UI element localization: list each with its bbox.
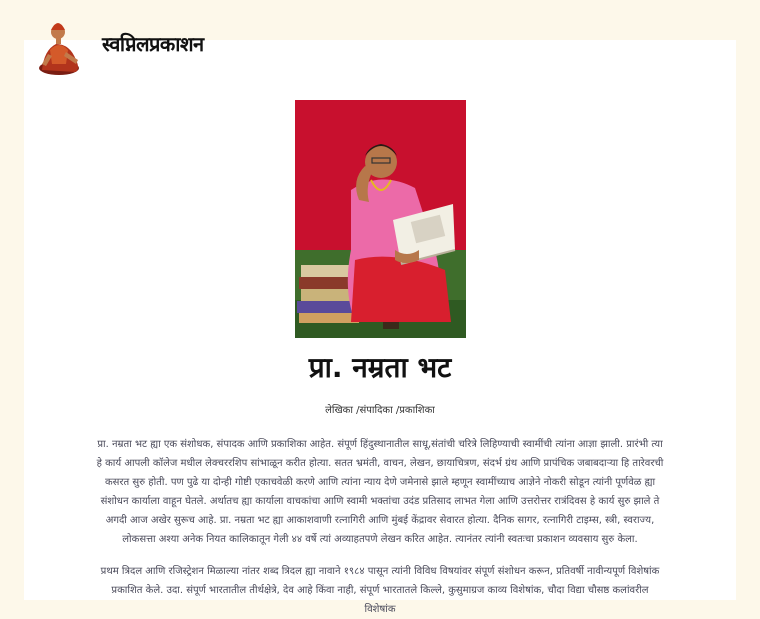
site-header <box>0 0 760 80</box>
author-roles: लेखिका /संपादिका /प्रकाशिका <box>325 405 435 416</box>
author-photo <box>295 100 466 338</box>
site-title[interactable]: स्वप्निलप्रकाशन <box>102 32 204 56</box>
saint-logo-icon[interactable] <box>36 10 82 76</box>
author-name: प्रा. नम्रता भट <box>308 351 452 384</box>
bio-paragraph-2: प्रथम त्रिदल आणि रजिस्ट्रेशन मिळाल्या नांतर शब्द त्रिदल ह्या नावाने १९८४ पासून त्यांनी विविध विषयांवर संपूर्ण संशोधन करून, प्रतिवर्षी नावीन्यपूर्ण विशेषांक प्रकाशित केले. उदा. संपूर्ण भारतातील तीर्थक्षेत्रे, देव आहे किंवा नाही, संपूर्ण भारतातले किल्ले, कुसुमाग्रज काव्य विशेषांक, चौदा विद्या चौसष्ठ कलांवरील विशेषांक <box>100 566 660 615</box>
bio-paragraph-1: प्रा. नम्रता भट ह्या एक संशोधक, संपादक आणि प्रकाशिका आहेत. संपूर्ण हिंदुस्थानातील साधू,संतांची चरित्रे लिहिण्याची स्वामींची त्यांना आज्ञा झाली. प्रारंभी त्या हे कार्य आपली कॉलेज मधील लेक्चररशिप सांभाळून करीत होत्या. सतत भ्रमंती, वाचन, लेखन, छायाचित्रण, संदर्भ ग्रंथ आणि प्रापंचिक जबाबदाऱ्या हि तारेवरची कसरत सुरु होती. पण पुढे या दोन्ही गोष्टी एकाचवेळी करणे आणि त्यांना न्याय देणे जमेनासे झाले म्हणून स्वामींच्याच आज्ञेने नोकरी सोडून त्यांनी पूर्णवेळ ह्या संशोधन कार्याला वाहून घेतले. अर्थातच ह्या कार्याला वाचकांचा आणि स्वामी भक्तांचा उदंड प्रतिसाद लाभत गेला आणि उत्तरोत्तर रात्रंदिवस हे कार्य सुरु झाले ते अगदी आज अखेर सुरूच आहे. प्रा. नम्रता भट ह्या आकाशवाणी रत्नागिरी आणि मुंबई केंद्रावर सेवारत होत्या. दैनिक सागर, रत्नागिरी टाइम्स, स्त्री, स्वराज्य, लोकसत्ता अश्या अनेक नियत कालिकातून गेली ४४ वर्षे त्यां अव्याहतपणे लेखन करित आहेत. त्यानंतर त्यांनी स्वतःचा प्रकाशन व्यवसाय सुरु केला. <box>96 439 664 545</box>
